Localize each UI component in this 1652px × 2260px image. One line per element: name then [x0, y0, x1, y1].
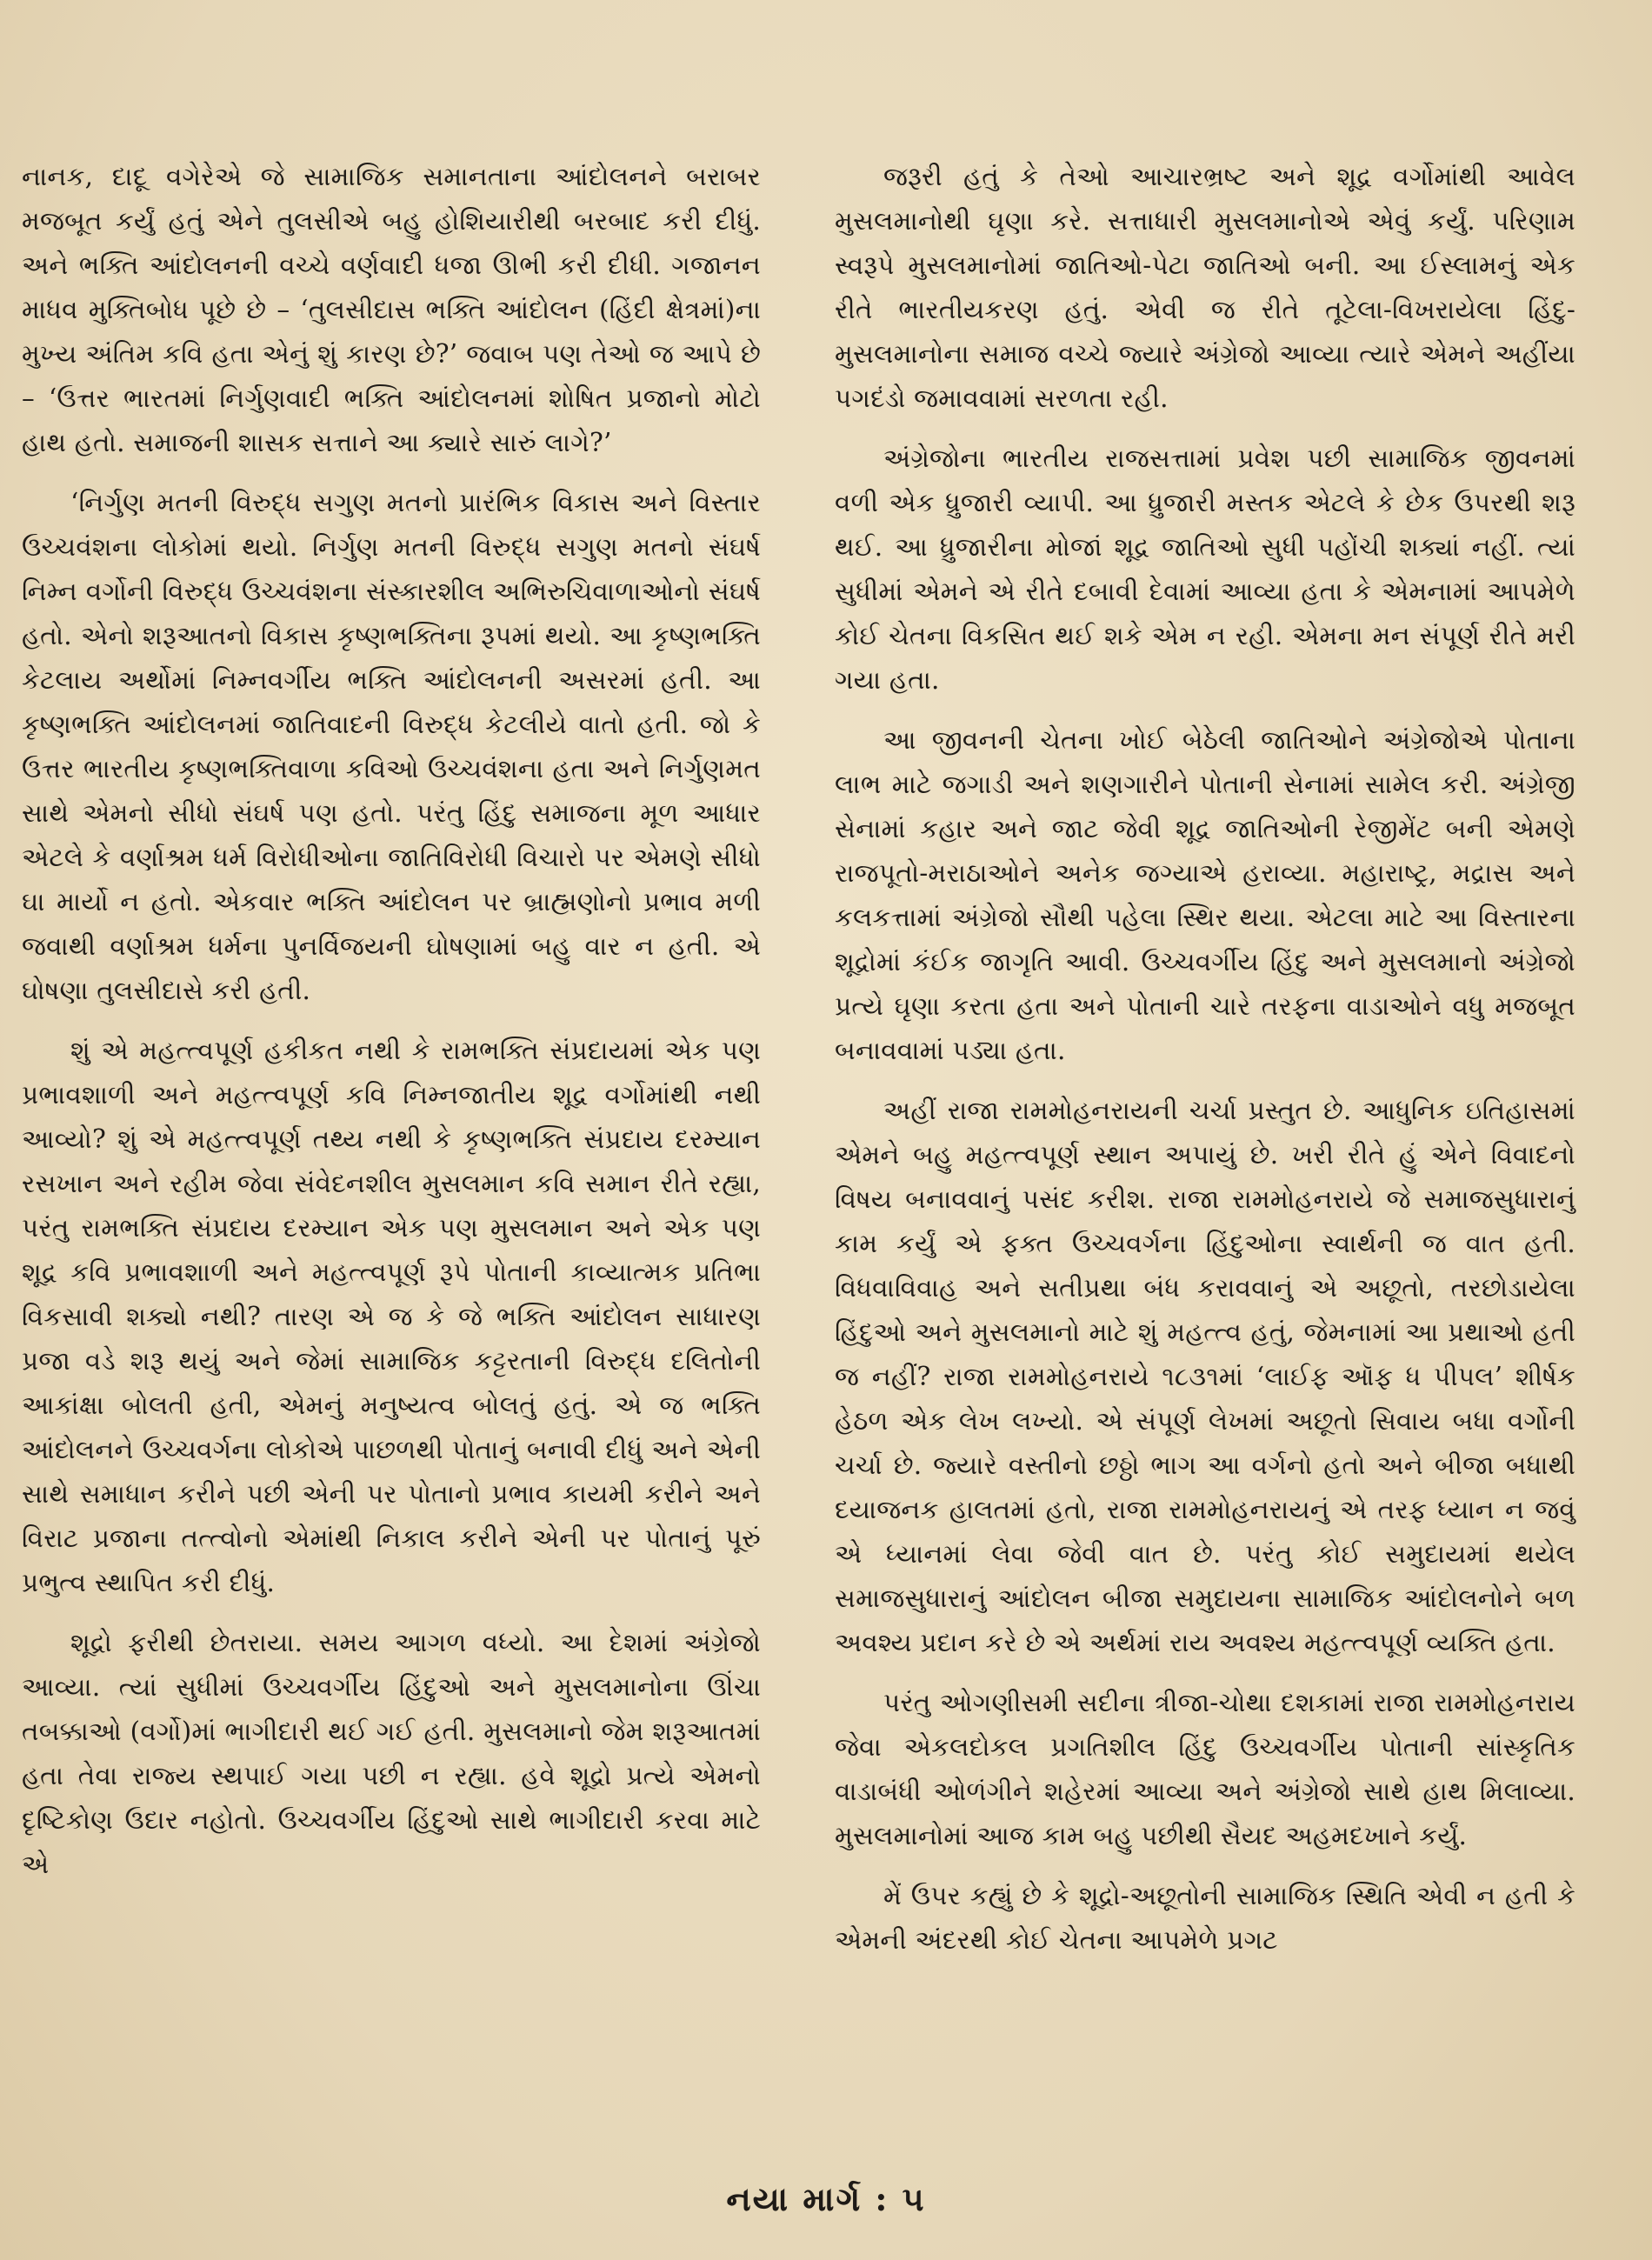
paragraph: ‘નિર્ગુણ મતની વિરુદ્ધ સગુણ મતનો પ્રારંભિક વિકાસ અને વિસ્તાર ઉચ્ચવંશના લોકોમાં થયો. નિર્ગુણ મતની વિરુદ્ધ સગુણ મતનો સંઘર્ષ નિમ્ન વર્ગોની વિરુદ્ધ ઉચ્ચવંશના સંસ્કારશીલ અભિરુચિવાળાઓનો સંઘર્ષ હતો. એનો શરૂઆતનો વિકાસ કૃષ્ણભક્તિના રૂપમાં થયો. આ કૃષ્ણભક્તિ કેટલાય અર્થોમાં નિમ્નવર્ગીય ભક્તિ આંદોલનની અસરમાં હતી. આ કૃષ્ણભક્તિ આંદોલનમાં જાતિવાદની વિરુદ્ધ કેટલીયે વાતો હતી. જો કે ઉત્તર ભારતીય કૃષ્ણભક્તિવાળા કવિઓ ઉચ્ચવંશના હતા અને નિર્ગુણમત સાથે એમનો સીધો સંઘર્ષ પણ હતો. પરંતુ હિંદુ સમાજના મૂળ આધાર એટલે કે વર્ણાશ્રમ ધર્મ વિરોધીઓના જાતિવિરોધી વિચારો પર એમણે સીધો ઘા માર્યો ન હતો. એકવાર ભક્તિ આંદોલન પર બ્રાહ્મણોનો પ્રભાવ મળી જવાથી વર્ણાશ્રમ ધર્મના પુનર્વિજયની ઘોષણામાં બહુ વાર ન હતી. એ ઘોષણા તુલસીદાસે કરી હતી.: [22, 488, 761, 1005]
paragraph: નાનક, દાદૂ વગેરેએ જે સામાજિક સમાનતાના આંદોલનને બરાબર મજબૂત કર્યું હતું એને તુલસીએ બહુ હોશિયારીથી બરબાદ કરી દીધું. અને ભક્તિ આંદોલનની વચ્ચે વર્ણવાદી ધજા ઊભી કરી દીધી. ગજાનન માધવ મુક્તિબોધ પૂછે છે – ‘તુલસીદાસ ભક્તિ આંદોલન (હિંદી ક્ષેત્રમાં)ના મુખ્ય અંતિમ કવિ હતા એનું શું કારણ છે?’ જવાબ પણ તેઓ જ આપે છે – ‘ઉત્તર ભારતમાં નિર્ગુણવાદી ભક્તિ આંદોલનમાં શોષિત પ્રજાનો મોટો હાથ હતો. સમાજની શાસક સત્તાને આ ક્યારે સારું લાગે?’: [22, 162, 761, 457]
paragraph: જરૂરી હતું કે તેઓ આચારભ્રષ્ટ અને શૂદ્ર વર્ગોમાંથી આવેલ મુસલમાનોથી ઘૃણા કરે. સત્તાધારી મુસલમાનોએ એવું કર્યું. પરિણામ સ્વરૂપે મુસલમાનોમાં જાતિઓ-પેટા જાતિઓ બની. આ ઈસ્લામનું એક રીતે ભારતીયકરણ હતું. એવી જ રીતે તૂટેલા-વિખરાયેલા હિંદુ-મુસલમાનોના સમાજ વચ્ચે જ્યારે અંગ્રેજો આવ્યા ત્યારે એમને અહીંયા પગદંડો જમાવવામાં સરળતા રહી.: [835, 162, 1575, 413]
left-column: [22, 155, 761, 1887]
page-footer: નયા માર્ગ : ૫: [726, 2179, 926, 2218]
paragraph: અંગ્રેજોના ભારતીય રાજસત્તામાં પ્રવેશ પછી સામાજિક જીવનમાં વળી એક ધ્રુજારી વ્યાપી. આ ધ્રુજારી મસ્તક એટલે કે છેક ઉપરથી શરૂ થઈ. આ ધ્રુજારીના મોજાં શૂદ્ર જાતિઓ સુધી પહોંચી શક્યાં નહીં. ત્યાં સુધીમાં એમને એ રીતે દબાવી દેવામાં આવ્યા હતા કે એમનામાં આપમેળે કોઈ ચેતના વિકસિત થઈ શકે એમ ન રહી. એમના મન સંપૂર્ણ રીતે મરી ગયા હતા.: [835, 443, 1575, 695]
right-column: [835, 155, 1575, 1963]
paragraph: મેં ઉપર કહ્યું છે કે શૂદ્રો-અછૂતોની સામાજિક સ્થિતિ એવી ન હતી કે એમની અંદરથી કોઈ ચેતના આપમેળે પ્રગટ: [835, 1881, 1575, 1955]
paragraph: અહીં રાજા રામમોહનરાયની ચર્ચા પ્રસ્તુત છે. આધુનિક ઇતિહાસમાં એમને બહુ મહત્ત્વપૂર્ણ સ્થાન અપાયું છે. ખરી રીતે હું એને વિવાદનો વિષય બનાવવાનું પસંદ કરીશ. રાજા રામમોહનરાયે જે સમાજસુધારાનું કામ કર્યું એ ફક્ત ઉચ્ચવર્ગના હિંદુઓના સ્વાર્થની જ વાત હતી. વિધવાવિવાહ અને સતીપ્રથા બંધ કરાવવાનું એ અછૂતો, તરછોડાયેલા હિંદુઓ અને મુસલમાનો માટે શું મહત્ત્વ હતું, જેમનામાં આ પ્રથાઓ હતી જ નહીં? રાજા રામમોહનરાયે ૧૮૩૧માં ‘લાઈફ ઑફ ધ પીપલ’ શીર્ષક હેઠળ એક લેખ લખ્યો. એ સંપૂર્ણ લેખમાં અછૂતો સિવાય બધા વર્ગોની ચર્ચા છે. જ્યારે વસ્તીનો છઠ્ઠો ભાગ આ વર્ગનો હતો અને બીજા બધાથી દયાજનક હાલતમાં હતો, રાજા રામમોહનરાયનું એ તરફ ધ્યાન ન જવું એ ધ્યાનમાં લેવા જેવી વાત છે. પરંતુ કોઈ સમુદાયમાં થયેલ સમાજસુધારાનું આંદોલન બીજા સમુદાયના સામાજિક આંદોલનોને બળ અવશ્ય પ્રદાન કરે છે એ અર્થમાં રાય અવશ્ય મહત્ત્વપૂર્ણ વ્યક્તિ હતા.: [835, 1096, 1575, 1657]
paragraph: પરંતુ ઓગણીસમી સદીના ત્રીજા-ચોથા દશકામાં રાજા રામમોહનરાય જેવા એકલદોકલ પ્રગતિશીલ હિંદુ ઉચ્ચવર્ગીય પોતાની સાંસ્કૃતિક વાડાબંધી ઓળંગીને શહેરમાં આવ્યા અને અંગ્રેજો સાથે હાથ મિલાવ્યા. મુસલમાનોમાં આજ કામ બહુ પછીથી સૈયદ અહમદખાને કર્યું.: [835, 1688, 1575, 1850]
paragraph: આ જીવનની ચેતના ખોઈ બેઠેલી જાતિઓને અંગ્રેજોએ પોતાના લાભ માટે જગાડી અને શણગારીને પોતાની સેનામાં સામેલ કરી. અંગ્રેજી સેનામાં કહાર અને જાટ જેવી શૂદ્ર જાતિઓની રેજીમેંટ બની એમણે રાજપૂતો-મરાઠાઓને અનેક જગ્યાએ હરાવ્યા. મહારાષ્ટ્ર, મદ્રાસ અને કલકત્તામાં અંગ્રેજો સૌથી પહેલા સ્થિર થયા. એટલા માટે આ વિસ્તારના શૂદ્રોમાં કંઈક જાગૃતિ આવી. ઉચ્ચવર્ગીય હિંદુ અને મુસલમાનો અંગ્રેજો પ્રત્યે ઘૃણા કરતા હતા અને પોતાની ચારે તરફના વાડાઓને વધુ મજબૂત બનાવવામાં પડ્યા હતા.: [835, 725, 1575, 1065]
paragraph: શું એ મહત્ત્વપૂર્ણ હકીકત નથી કે રામભક્તિ સંપ્રદાયમાં એક પણ પ્રભાવશાળી અને મહત્ત્વપૂર્ણ કવિ નિમ્નજાતીય શૂદ્ર વર્ગોમાંથી નથી આવ્યો? શું એ મહત્ત્વપૂર્ણ તથ્ય નથી કે કૃષ્ણભક્તિ સંપ્રદાય દરમ્યાન રસખાન અને રહીમ જેવા સંવેદનશીલ મુસલમાન કવિ સમાન રીતે રહ્યા, પરંતુ રામભક્તિ સંપ્રદાય દરમ્યાન એક પણ મુસલમાન અને એક પણ શૂદ્ર કવિ પ્રભાવશાળી અને મહત્ત્વપૂર્ણ રૂપે પોતાની કાવ્યાત્મક પ્રતિભા વિકસાવી શક્યો નથી? તારણ એ જ કે જે ભક્તિ આંદોલન સાધારણ પ્રજા વડે શરૂ થયું અને જેમાં સામાજિક કટ્ટરતાની વિરુદ્ધ દલિતોની આકાંક્ષા બોલતી હતી, એમનું મનુષ્યત્વ બોલતું હતું. એ જ ભક્તિ આંદોલનને ઉચ્ચવર્ગના લોકોએ પાછળથી પોતાનું બનાવી દીધું અને એની સાથે સમાધાન કરીને પછી એની પર પોતાનો પ્રભાવ કાયમી કરીને અને વિરાટ પ્રજાના તત્ત્વોનો એમાંથી નિકાલ કરીને એની પર પોતાનું પૂરું પ્રભુત્વ સ્થાપિત કરી દીધું.: [22, 1036, 761, 1597]
paragraph: શૂદ્રો ફરીથી છેતરાયા. સમય આગળ વધ્યો. આ દેશમાં અંગ્રેજો આવ્યા. ત્યાં સુધીમાં ઉચ્ચવર્ગીય હિંદુઓ અને મુસલમાનોના ઊંચા તબક્કાઓ (વર્ગો)માં ભાગીદારી થઈ ગઈ હતી. મુસલમાનો જેમ શરૂઆતમાં હતા તેવા રાજ્ય સ્થપાઈ ગયા પછી ન રહ્યા. હવે શૂદ્રો પ્રત્યે એમનો દૃષ્ટિકોણ ઉદાર નહોતો. ઉચ્ચવર્ગીય હિંદુઓ સાથે ભાગીદારી કરવા માટે એ: [22, 1628, 761, 1879]
